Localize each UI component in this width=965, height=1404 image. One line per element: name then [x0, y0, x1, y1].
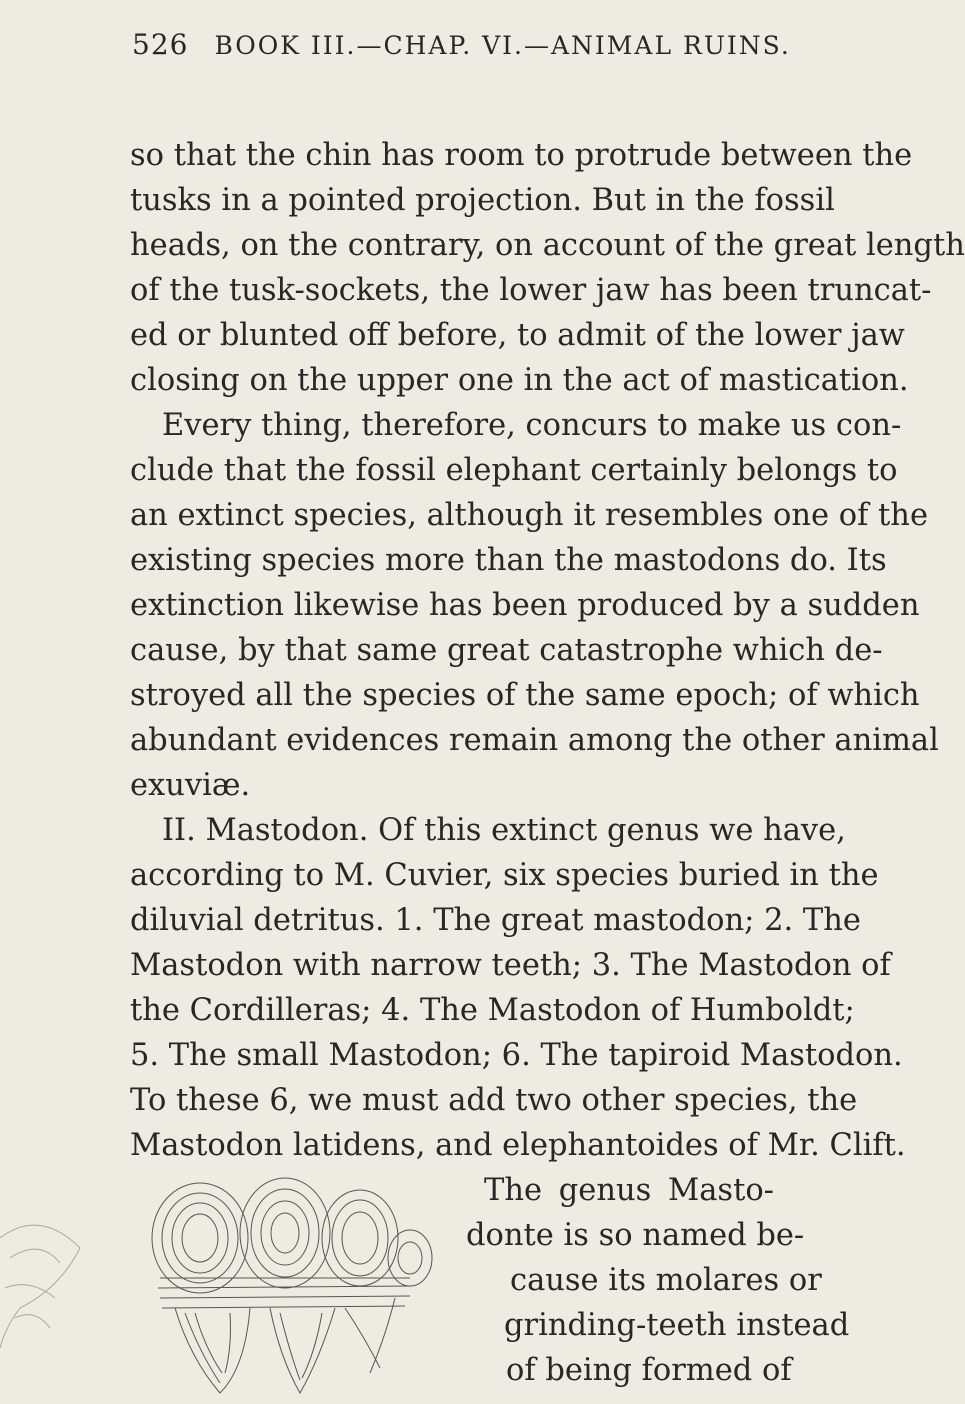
body-line: Every thing, therefore, concurs to make us con-: [162, 408, 902, 443]
running-head-title: BOOK III.—CHAP. VI.—ANIMAL RUINS.: [214, 31, 791, 60]
body-line: abundant evidences remain among the other animal: [130, 723, 939, 758]
body-line: extinction likewise has been produced by a sudden: [130, 588, 920, 623]
side-line: cause its molares or: [510, 1263, 822, 1298]
side-line: of being formed of: [506, 1353, 792, 1388]
side-line: donte is so named be-: [466, 1218, 805, 1253]
body-line: so that the chin has room to protrude between the: [130, 138, 913, 173]
body-line: the Cordilleras; 4. The Mastodon of Humboldt;: [130, 993, 855, 1028]
mastodon-tooth-engraving: [0, 1168, 470, 1398]
body-line: stroyed all the species of the same epoch; of which: [130, 678, 920, 713]
body-line: ed or blunted off before, to admit of the lower jaw: [130, 318, 905, 353]
body-line: an extinct species, although it resembles one of the: [130, 498, 929, 533]
body-line: existing species more than the mastodons do. Its: [130, 543, 887, 578]
body-line: closing on the upper one in the act of mastication.: [130, 363, 909, 398]
body-line: cause, by that same great catastrophe which de-: [130, 633, 883, 668]
faded-fragment: [0, 1225, 80, 1348]
body-line: II. Mastodon. Of this extinct genus we have,: [162, 813, 846, 848]
body-line: tusks in a pointed projection. But in the fossil: [130, 183, 835, 218]
body-line: exuviæ.: [130, 768, 251, 803]
body-line: according to M. Cuvier, six species buried in the: [130, 858, 879, 893]
body-line: 5. The small Mastodon; 6. The tapiroid Mastodon.: [130, 1038, 903, 1073]
body-line: Mastodon latidens, and elephantoides of Mr. Clift.: [130, 1128, 906, 1163]
running-header: [132, 28, 791, 64]
body-line: of the tusk-sockets, the lower jaw has been truncat-: [130, 273, 932, 308]
side-line: grinding-teeth instead: [504, 1308, 850, 1343]
side-line: The genus Masto-: [484, 1173, 774, 1208]
tooth-roots: [175, 1298, 395, 1393]
tooth-cusps: [152, 1178, 432, 1293]
body-line: heads, on the contrary, on account of the great length: [130, 228, 965, 263]
body-line: diluvial detritus. 1. The great mastodon; 2. The: [130, 903, 861, 938]
body-line: clude that the fossil elephant certainly belongs to: [130, 453, 898, 488]
body-line: To these 6, we must add two other species, the: [130, 1083, 858, 1118]
body-line: Mastodon with narrow teeth; 3. The Mastodon of: [130, 948, 891, 983]
page-number: 526: [132, 28, 189, 61]
